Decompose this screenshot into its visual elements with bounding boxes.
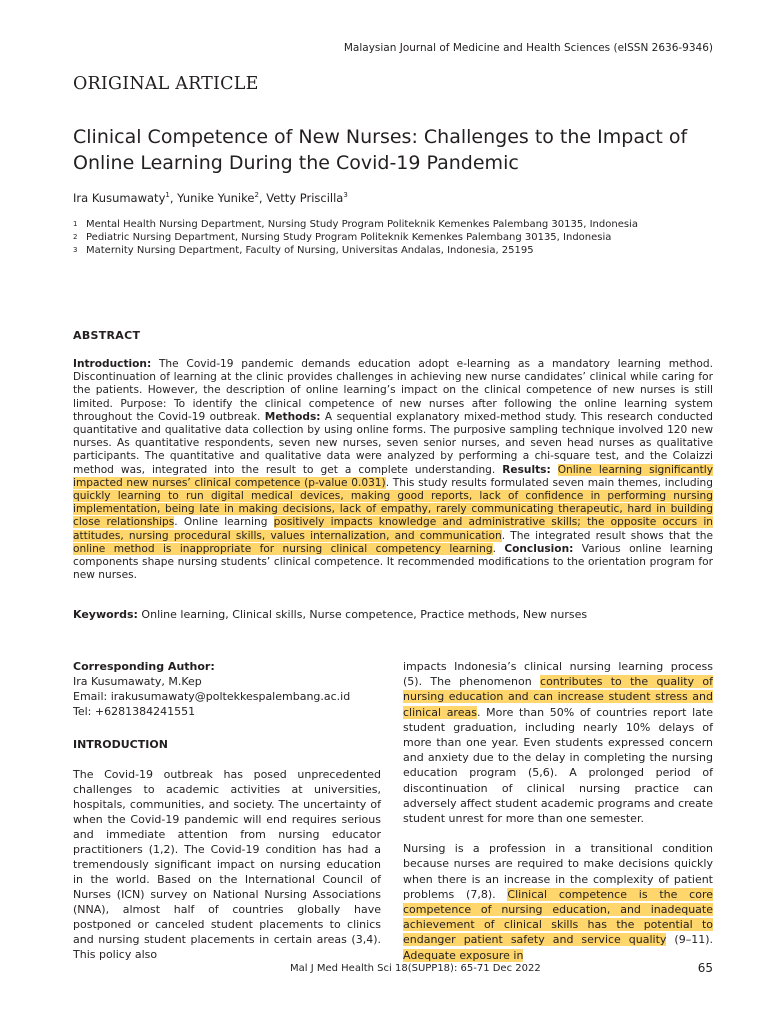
keywords — [73, 608, 713, 621]
highlight: Online learning significantly impacted new nurses’ clinical competence (p-value 0.031) — [73, 463, 713, 489]
author-list: Ira Kusumawaty$^1$, Yunike Yunike$^2$, Vetty Priscilla$^3$ — [73, 191, 348, 205]
highlight: Adequate exposure in — [403, 948, 524, 962]
results-text: . The integrated result shows that the — [501, 529, 713, 542]
results-label: Results: — [502, 463, 551, 476]
author-sup: 2 — [254, 191, 259, 200]
paragraph-text: Nursing is a profession in a transitional condition because nurses are required to make decisions quickly when there is an increase in the complexity of patient problems (7,8). — [403, 842, 713, 901]
paragraph-text: impacts Indonesia’s clinical nursing learning process (5). The phenomenon — [403, 660, 713, 689]
methods-text: A sequential explanatory mixed-method study. This research conducted quantitative and qualitative data collection by using online forms. The purposive sampling technique involved 120 new nurses. As quantitative respondents, seven new nurses, seven senior nurses, and seven head nurses as qualitative participants. The quantitative and qualitative data were analyzed by performing a chi-square test, and the Colaizzi method was, integrated into the result to get a complete understanding. — [73, 410, 713, 476]
affiliation-text: Mental Health Nursing Department, Nursing Study Program Politeknik Kemenkes Palembang 30135, Indonesia — [86, 219, 638, 230]
results-space — [551, 464, 558, 476]
introduction-paragraph: The Covid-19 outbreak has posed unprecedented challenges to academic activities at universities, hospitals, communities, and society. The uncertainty of when the Covid-19 pandemic will end requires serious and immediate attention from nursing educator practitioners (1,2). The Covid-19 condition has had a tremendously significant impact on nursing education in the world. Based on the International Council of Nurses (ICN) survey on National Nursing Associations (NNA), almost half of countries globally have postponed or canceled student placements to clinics and nursing student placements in certain areas (3,4). This policy also — [73, 768, 381, 961]
left-column — [73, 659, 381, 962]
article-title: Clinical Competence of New Nurses: Challenges to the Impact of Online Learning During the Covid-19 Pandemic — [73, 126, 688, 174]
affiliation — [73, 231, 723, 244]
paragraph — [403, 659, 713, 826]
highlight: online method is inappropriate for nursing clinical competency learning — [73, 542, 493, 555]
keywords-label: Keywords: — [73, 608, 138, 621]
intro-label: Introduction: — [73, 358, 152, 370]
highlight: quickly learning to run digital medical devices, making good reports, lack of confidence in performing nursing implementation, being late in making decisions, lack of empathy, rarely communicating therapeutic, hard in building close relationships — [73, 490, 713, 529]
affiliation-text: Pediatric Nursing Department, Nursing Study Program Politeknik Kemenkes Palembang 30135, Indonesia — [86, 232, 612, 243]
article-type: ORIGINAL ARTICLE — [73, 74, 259, 94]
right-column — [403, 659, 713, 963]
author-name: Ira Kusumawaty — [73, 191, 166, 205]
affiliation-number: 1 — [73, 220, 78, 228]
paragraph-text: . More than 50% of countries report late student graduation, including nearly 10% delays of more than one year. Even students expressed concern and anxiety due to the delay in completing the nursing education program (5,6). A prolonged period of discontinuation of clinical nursing practice can adversely affect student academic programs and create student unrest for more than one semester. — [403, 705, 713, 826]
paragraph — [403, 841, 713, 963]
results-text: . — [492, 542, 505, 555]
abstract-heading: ABSTRACT — [73, 329, 141, 342]
author-sup: 1 — [165, 191, 170, 200]
affiliation-number: 3 — [73, 246, 78, 254]
highlight: contributes to the quality of nursing education and can increase student stress and clinical areas — [403, 675, 713, 719]
conclusion-text: Various online learning components shape nursing students’ clinical competence. It recommended modifications to the orientation program for new nurses. — [73, 542, 713, 582]
abstract-body — [73, 358, 713, 582]
introduction-heading: INTRODUCTION — [73, 738, 168, 751]
author-name: Yunike Yunike — [177, 191, 255, 205]
page-number: 65 — [697, 961, 713, 975]
affiliation-number: 2 — [73, 233, 78, 241]
corresponding-tel: Tel: +6281384241551 — [73, 705, 196, 718]
corresponding-email: Email: irakusumawaty@poltekkespalembang.ac.id — [73, 690, 351, 703]
intro-text: The Covid-19 pandemic demands education adopt e-learning as a mandatory learning method. Discontinuation of learning at the clinic provides challenges in achieving new nurse candidates’ clinical while caring for the patients. However, the description of online learning’s impact on the clinical competence of new nurses is still limited. Purpose: To identify the clinical competence of new nurses after following the online learning system throughout the Covid-19 outbreak. — [73, 358, 713, 423]
highlight: Clinical competence is the core competence of nursing education, and inadequate achievement of clinical skills has the potential to endanger patient safety and service quality — [403, 887, 714, 947]
affiliation-list — [73, 218, 723, 257]
author-sup: 3 — [343, 191, 348, 200]
results-text: . This study results formulated seven main themes, including — [385, 476, 713, 489]
keywords-text: Online learning, Clinical skills, Nurse competence, Practice methods, New nurses — [137, 608, 588, 621]
conclusion-label: Conclusion: — [504, 542, 574, 555]
affiliation-text: Maternity Nursing Department, Faculty of Nursing, Universitas Andalas, Indonesia, 25195 — [86, 245, 534, 256]
corresponding-name: Ira Kusumawaty, M.Kep — [73, 675, 202, 688]
paragraph-text: (9–11). — [666, 933, 713, 947]
author-name: Vetty Priscilla — [266, 191, 344, 205]
methods-label: Methods: — [264, 410, 321, 423]
highlight: positively impacts knowledge and administrative skills; the opposite occurs in attitudes, nursing procedural skills, values internalization, and communication — [73, 516, 713, 542]
results-text: . Online learning — [174, 516, 274, 529]
affiliation — [73, 244, 723, 257]
journal-name: Malaysian Journal of Medicine and Health Sciences (eISSN 2636-9346) — [343, 42, 713, 54]
corresponding-label: Corresponding Author: — [73, 660, 215, 673]
affiliation — [73, 218, 723, 231]
footer-citation: Mal J Med Health Sci 18(SUPP18): 65-71 Dec 2022 — [290, 963, 541, 974]
